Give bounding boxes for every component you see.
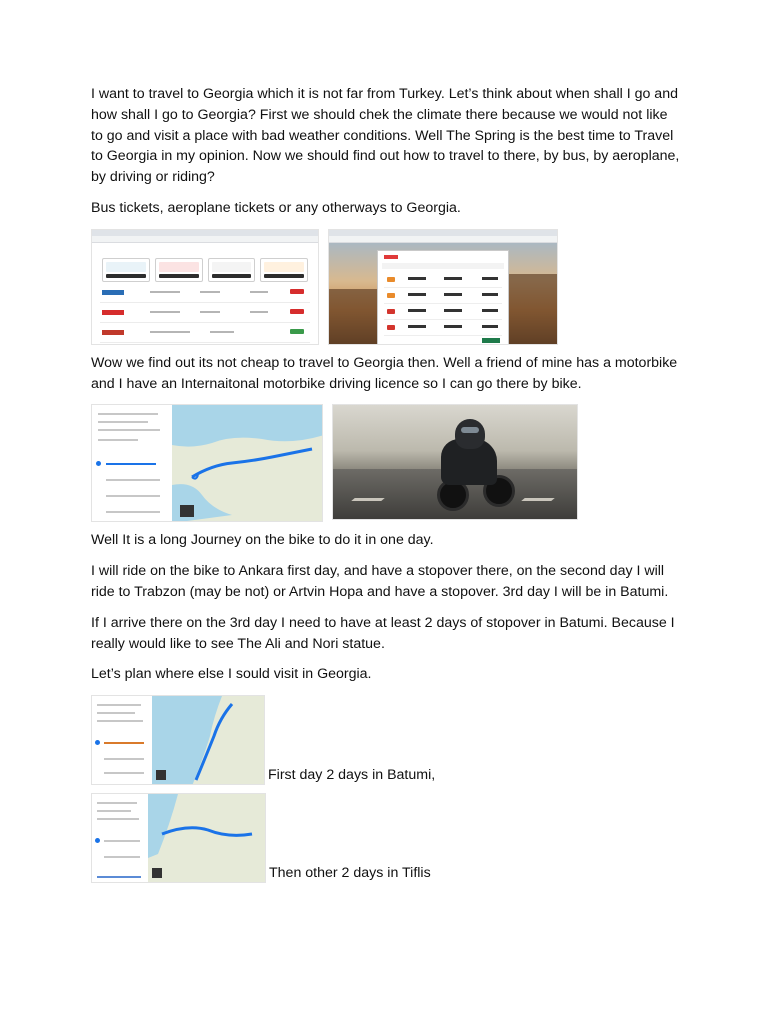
paragraph-motorbike-plan: Wow we find out its not cheap to travel to Georgia then. Well a friend of mine has a motorbike and I have an Internaitonal motorbike driving licence so I can go there by bike. <box>91 354 678 392</box>
tiflis-row <box>91 793 681 883</box>
tiflis-map-svg <box>148 794 266 883</box>
paragraph-ticket-options: Bus tickets, aeroplane tickets or any otherways to Georgia. <box>91 199 461 216</box>
motorbike-photo <box>332 404 578 520</box>
route-map-svg <box>172 405 323 522</box>
batumi-row <box>91 695 681 785</box>
paragraph-itinerary: I will ride on the bike to Ankara first day, and have a stopover there, on the second day I will ride to Trabzon (may be not) or Artvin Hopa and have a stopover. 3rd day I will be in Batumi. <box>91 563 669 600</box>
paragraph-batumi-stopover: If I arrive there on the 3rd day I need to have at least 2 days of stopover in Batumi. Because I really would like to see The Ali and Nori statue. <box>91 614 675 652</box>
paragraph-georgia-plan: Let’s plan where else I sould visit in Georgia. <box>91 666 372 683</box>
plane-ticket-screenshot <box>328 229 558 345</box>
caption-tiflis: Then other 2 days in Tiflis <box>269 865 431 882</box>
route-map-tiflis-screenshot <box>91 793 266 883</box>
ticket-screenshots-row <box>91 229 681 345</box>
document-page <box>91 84 681 891</box>
bus-ticket-screenshot <box>91 229 319 345</box>
paragraph-intro: I want to travel to Georgia which it is not far from Turkey. Let’s think about when shall I go and how shall I go to Georgia? First we should chek the climate there because we would not like to go and visit a place with bad weather conditions. Well The Spring is the best time to Travel to Georgia in my opinion. Now we should find out how to travel to there, by bus, by aeroplane, by driving or riding? <box>91 86 680 186</box>
route-map-batumi-screenshot <box>91 695 265 785</box>
caption-batumi: First day 2 days in Batumi, <box>268 767 436 784</box>
batumi-map-svg <box>152 696 265 785</box>
paragraph-long-journey: Well It is a long Journey on the bike to do it in one day. <box>91 532 434 549</box>
route-map-turkey-screenshot <box>91 404 323 522</box>
route-screenshots-row <box>91 404 681 522</box>
